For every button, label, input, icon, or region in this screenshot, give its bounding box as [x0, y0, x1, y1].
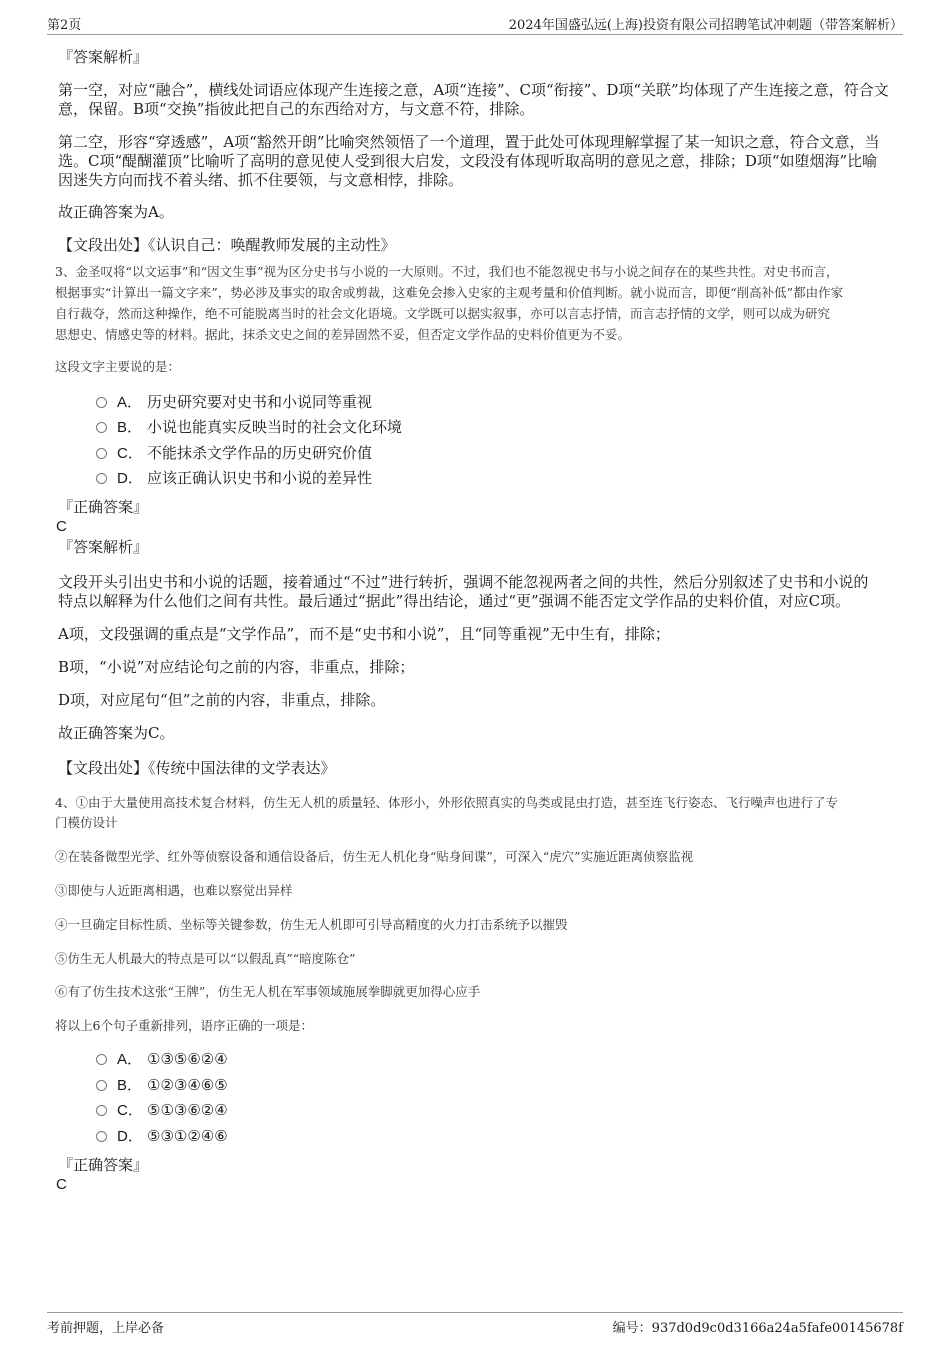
q2-para1-line1: 第一空，对应“融合”，横线处词语应体现产生连接之意，A项“连接”、C项“衔接”、D项“关联”均体现了产生连接之意，符合文	[58, 81, 889, 99]
q3-option-d[interactable]: D． 应该正确认识史书和小说的差异性	[96, 467, 372, 489]
q3-analysis-a: A项，文段强调的重点是“文学作品”，而不是“史书和小说”，且“同等重视”无中生有，排除；	[58, 625, 670, 643]
q3-option-c[interactable]: C． 不能抹杀文学作品的历史研究价值	[96, 442, 372, 464]
q4-option-a[interactable]: A． ①③⑤⑥②④	[96, 1048, 228, 1070]
q3-stem-line2: 根据事实“计算出一篇文字来”，势必涉及事实的取舍或剪裁，这难免会掺入史家的主观考量和价值判断。就小说而言，即便“削高补低”都由作家	[55, 285, 844, 300]
q4-sentence-4: ④一旦确定目标性质、坐标等关键参数，仿生无人机即可引导高精度的火力打击系统予以摧毁	[55, 917, 568, 932]
radio-icon[interactable]	[96, 1131, 107, 1142]
q3-option-b[interactable]: B． 小说也能真实反映当时的社会文化环境	[96, 416, 402, 438]
page-header	[47, 14, 903, 35]
q4-sentence-2: ②在装备微型光学、红外等侦察设备和通信设备后，仿生无人机化身“贴身间谍”，可深入“虎穴”实施近距离侦察监视	[55, 849, 694, 864]
radio-icon[interactable]	[96, 1105, 107, 1116]
q4-option-b[interactable]: B． ①②③④⑥⑤	[96, 1074, 228, 1096]
q4-sentence-1-line1: 4、①由于大量使用高技术复合材料，仿生无人机的质量轻、体形小，外形依照真实的鸟类或昆虫打造，甚至连飞行姿态、飞行噪声也进行了专	[55, 795, 838, 810]
answer-label: 『正确答案』	[58, 498, 149, 516]
q4-question: 将以上6个句子重新排列，语序正确的一项是：	[55, 1018, 313, 1033]
radio-icon[interactable]	[96, 1054, 107, 1065]
q3-conclusion: 故正确答案为C。	[58, 724, 175, 742]
q4-sentence-3: ③即使与人近距离相遇，也难以察觉出异样	[55, 883, 293, 898]
document-title: 2024年国盛弘远(上海)投资有限公司招聘笔试冲刺题（带答案解析）	[508, 18, 903, 33]
q3-stem-line3: 自行裁夺，然而这种操作，绝不可能脱离当时的社会文化语境。文学既可以据实叙事，亦可以言志抒情，而言志抒情的文学，则可以成为研究	[55, 306, 831, 321]
q2-para2-line3: 因迷失方向而找不着头绪、抓不住要领，与文意相悖，排除。	[58, 171, 464, 189]
q2-source: 【文段出处】《认识自己：唤醒教师发展的主动性》	[58, 236, 396, 254]
q4-sentence-1-line2: 门模仿设计	[55, 815, 118, 830]
answer-value: C	[56, 518, 67, 535]
q2-para1-line2: 意，保留。B项“交换”指彼此把自己的东西给对方，与文意不符，排除。	[58, 100, 535, 118]
footer-slogan: 考前押题，上岸必备	[47, 1321, 165, 1336]
q3-source: 【文段出处】《传统中国法律的文学表达》	[58, 759, 336, 777]
q3-para1-line2: 特点以解释为什么他们之间有共性。最后通过“据此”得出结论，通过“更”强调不能否定文学作品的史料价值，对应C项。	[58, 592, 851, 610]
q3-stem-line4: 思想史、情感史等的材料。据此，抹杀文史之间的差异固然不妥，但否定文学作品的史料价值更为不妥。	[55, 327, 631, 342]
radio-icon[interactable]	[96, 1080, 107, 1091]
answer-label: 『正确答案』	[58, 1156, 149, 1174]
q3-option-a[interactable]: A． 历史研究要对史书和小说同等重视	[96, 391, 372, 413]
analysis-label: 『答案解析』	[58, 538, 149, 556]
q3-stem-line1: 3、金圣叹将“以文运事”和“因文生事”视为区分史书与小说的一大原则。不过，我们也不能忽视史书与小说之间存在的某些共性。对史书而言，	[55, 264, 839, 279]
q4-sentence-5: ⑤仿生无人机最大的特点是可以“以假乱真”“暗度陈仓”	[55, 951, 356, 966]
answer-value: C	[56, 1176, 67, 1193]
q3-para1-line1: 文段开头引出史书和小说的话题，接着通过“不过”进行转折，强调不能忽视两者之间的共性，然后分别叙述了史书和小说的	[58, 573, 869, 591]
q2-para2-line1: 第二空，形容“穿透感”，A项“豁然开朗”比喻突然领悟了一个道理，置于此处可体现理解掌握了某一知识之意，符合文意，当	[58, 133, 880, 151]
q3-analysis-b: B项，“小说”对应结论句之前的内容，非重点，排除；	[58, 658, 415, 676]
page-number: 第2页	[47, 18, 82, 33]
q4-option-c[interactable]: C． ⑤①③⑥②④	[96, 1099, 228, 1121]
radio-icon[interactable]	[96, 448, 107, 459]
page-footer	[47, 1312, 903, 1337]
radio-icon[interactable]	[96, 473, 107, 484]
q4-sentence-6: ⑥有了仿生技术这张“王牌”，仿生无人机在军事领域施展拳脚就更加得心应手	[55, 984, 481, 999]
radio-icon[interactable]	[96, 397, 107, 408]
radio-icon[interactable]	[96, 422, 107, 433]
q3-analysis-d: D项，对应尾句“但”之前的内容，非重点，排除。	[58, 691, 386, 709]
q2-para2-line2: 选。C项“醍醐灌顶”比喻听了高明的意见使人受到很大启发，文段没有体现听取高明的意见之意，排除；D项“如堕烟海”比喻	[58, 152, 878, 170]
q3-question: 这段文字主要说的是：	[55, 359, 181, 374]
document-id: 编号：937d0d9c0d3166a24a5fafe00145678f	[612, 1321, 903, 1336]
analysis-label: 『答案解析』	[58, 48, 149, 66]
q4-option-d[interactable]: D． ⑤③①②④⑥	[96, 1125, 228, 1147]
q2-conclusion: 故正确答案为A。	[58, 203, 174, 221]
